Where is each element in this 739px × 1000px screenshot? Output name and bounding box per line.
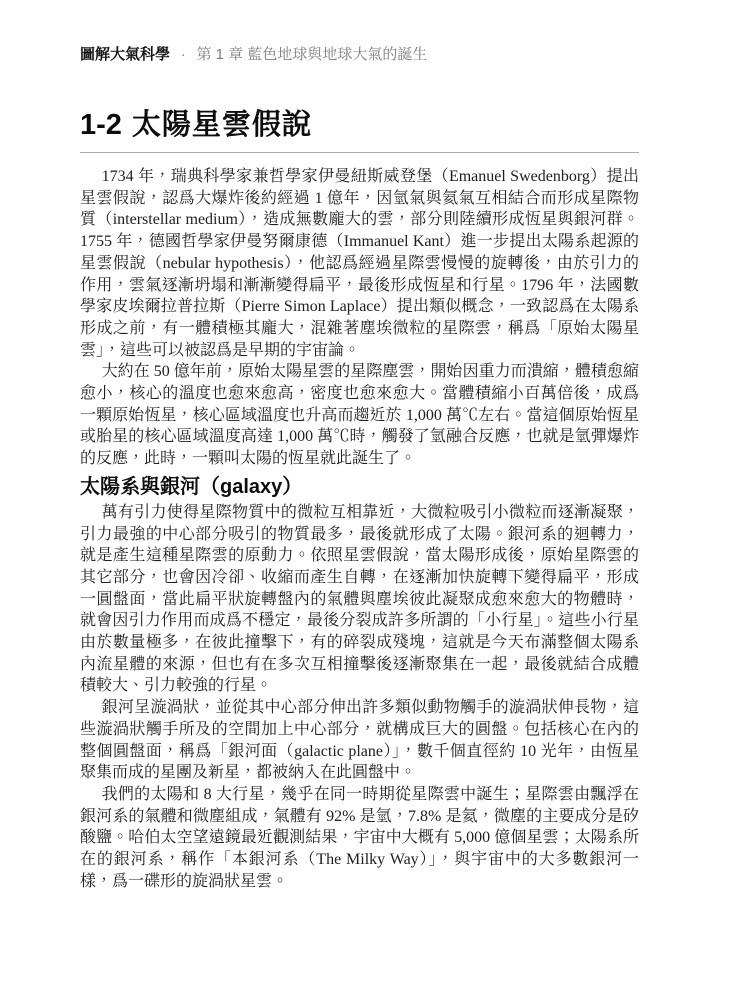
paragraph-nebular-hypothesis-history: 1734 年，瑞典科學家兼哲學家伊曼紐斯威登堡（Emanuel Swedenborg）提出星雲假說，認爲大爆炸後約經過 1 億年，因氫氣與氦氣互相結合而形成星際物質（interstellar medium），造成無數龐大的雲，部分則陸續形成恆星與銀河群。1755 年，德國哲學家伊曼努爾康德（Immanuel Kant）進一步提出太陽系起源的星雲假說（nebular hypothesis），他認爲經過星際雲慢慢的旋轉後，由於引力的作用，雲氣逐漸坍塌和漸漸變得扁平，最後形成恆星和行星。1796 年，法國數學家皮埃爾拉普拉斯（Pierre Simon Laplace）提出類似概念，一致認爲在太陽系形成之前，有一體積極其龐大，混雜著塵埃微粒的星際雲，稱爲「原始太陽星雲」，這些可以被認爲是早期的宇宙論。	[80, 168, 639, 359]
subsection-title: 太陽系與銀河（galaxy）	[80, 475, 303, 498]
paragraph-gravity-solar-system: 萬有引力使得星際物質中的微粒互相靠近，大微粒吸引小微粒而逐漸凝聚，引力最強的中心部分吸引的物質最多，最後就形成了太陽。銀河系的迴轉力，就是產生這種星際雲的原動力。依照星雲假說，當太陽形成後，原始星際雲的其它部分，也會因冷卻、收縮而產生自轉，在逐漸加快旋轉下變得扁平，形成一圓盤面，當此扁平狀旋轉盤內的氣體與塵埃彼此凝聚成愈來愈大的物體時，就會因引力作用而成爲不穩定，最後分裂成許多所謂的「小行星」。這些小行星由於數量極多，在彼此撞擊下，有的碎裂成殘塊，這就是今天布滿整個太陽系內流星體的來源，但也有在多次互相撞擊後逐漸聚集在一起，最後就結合成體積較大、引力較強的行星。	[80, 503, 639, 695]
section-title	[80, 109, 639, 153]
running-header	[80, 45, 639, 65]
body-text	[80, 166, 639, 893]
section-title-text: 太陽星雲假說	[131, 109, 312, 141]
chapter-title: 第 1 章 藍色地球與地球大氣的誕生	[196, 46, 428, 63]
header-separator-dot: ·	[180, 46, 186, 63]
book-title: 圖解大氣科學	[80, 47, 171, 63]
paragraph-sun-birth: 大約在 50 億年前，原始太陽星雲的星際塵雲，開始因重力而潰縮，體積愈縮愈小，核心的溫度也愈來愈高，密度也愈來愈大。當體積縮小百萬倍後，成爲一顆原始恆星，核心區域溫度也升高而趨近於 1,000 萬℃左右。當這個原始恆星或胎星的核心區域溫度高達 1,000 萬℃時，觸發了氫融合反應，也就是氫彈爆炸的反應，此時，一顆叫太陽的恆星就此誕生了。	[80, 363, 639, 468]
paragraph-milky-way: 我們的太陽和 8 大行星，幾乎在同一時期從星際雲中誕生；星際雲由飄浮在銀河系的氣體和微塵組成，氣體有 92% 是氫，7.8% 是氦，微塵的主要成分是矽酸鹽。哈伯太空望遠鏡最近觀測結果，宇宙中大概有 5,000 億個星雲；太陽系所在的銀河系，稱作「本銀河系（The Milky Way）」，與宇宙中的大多數銀河一樣，爲一碟形的旋渦狀星雲。	[80, 785, 639, 890]
paragraph-galactic-plane: 銀河呈漩渦狀，並從其中心部分伸出許多類似動物觸手的漩渦狀伸長物，這些漩渦狀觸手所及的空間加上中心部分，就構成巨大的圓盤。包括核心在內的整個圓盤面，稱爲「銀河面（galactic plane）」，數千個直徑約 10 光年，由恆星聚集而成的星團及新星，都被納入在此圓盤中。	[80, 699, 639, 782]
section-number: 1-2	[80, 109, 122, 141]
